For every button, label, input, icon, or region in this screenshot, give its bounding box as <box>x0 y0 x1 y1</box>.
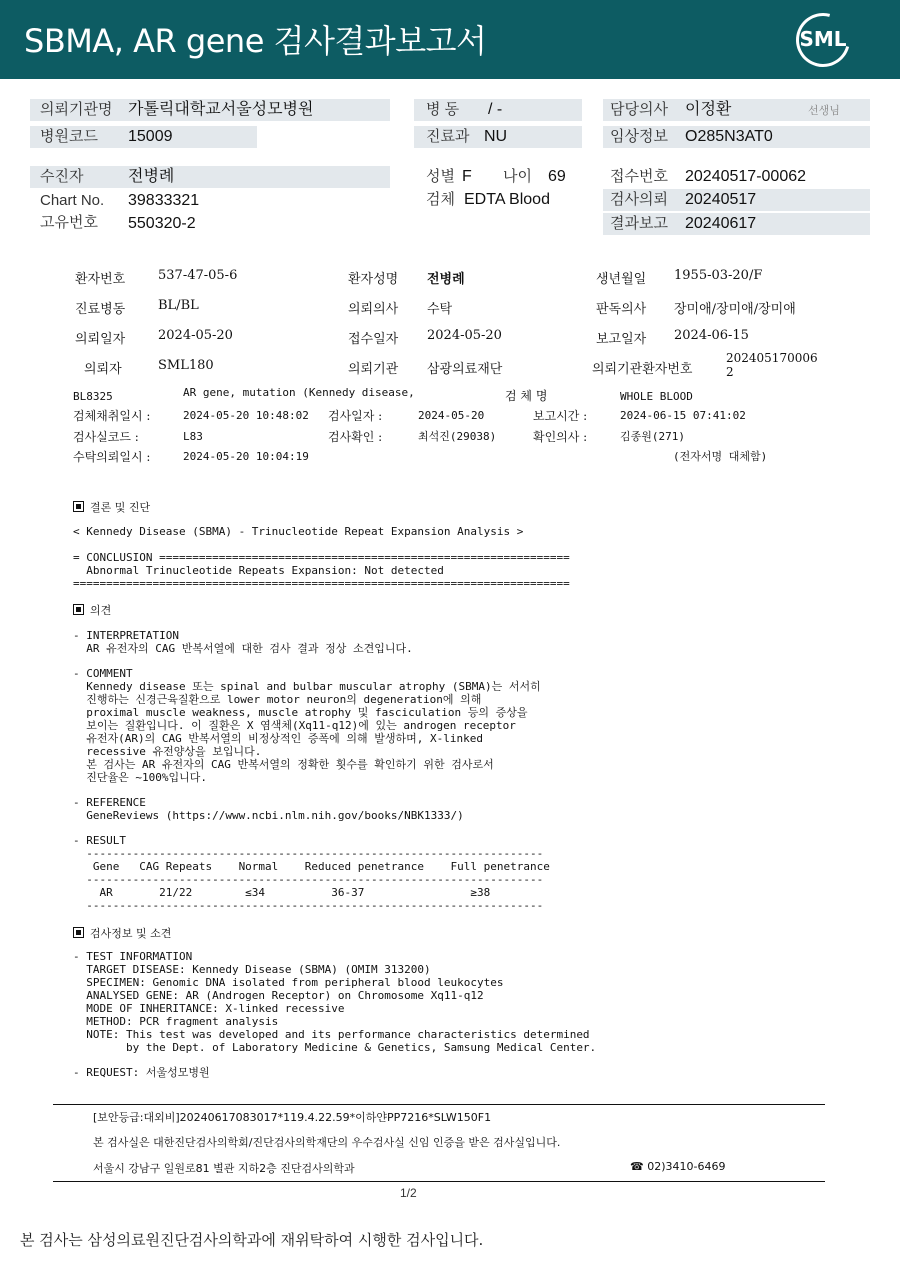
specimen-value: EDTA Blood <box>464 191 550 208</box>
r3-value-1: 2024-05-20 <box>158 328 233 343</box>
interpretation-block: - INTERPRETATION AR 유전자의 CAG 반복서열에 대한 검사 결과 정상 소견입니다. <box>73 629 413 655</box>
report-header <box>0 0 900 79</box>
r2-value-1: BL/BL <box>158 298 199 313</box>
section-square-icon <box>73 604 84 615</box>
inst-label: 의뢰기관명 <box>40 101 113 118</box>
clinical-label: 임상정보 <box>610 128 668 145</box>
page-number: 1/2 <box>400 1186 417 1200</box>
r4-value-2: 삼광의료재단 <box>427 362 503 377</box>
ward-label: 병 동 <box>426 101 460 118</box>
r2-label-3: 판독의사 <box>596 302 647 317</box>
collect-value: 2024-05-20 10:48:02 <box>183 409 309 422</box>
consign-label: 수탁의뢰일시 : <box>73 450 151 464</box>
exam-label: 검사일자 : <box>328 409 383 423</box>
uid-value: 550320-2 <box>128 215 196 232</box>
chart-value: 39833321 <box>128 192 200 209</box>
req-label: 검사의뢰 <box>610 191 668 208</box>
doctor-value: 이정환 <box>685 101 732 118</box>
section-conclusion-heading <box>73 499 150 515</box>
cert-line: 본 검사실은 대한진단검사의학회/진단검사의학재단의 우수검사실 신임 인증을 받은 검사실입니다. <box>93 1136 561 1149</box>
esign-note: (전자서명 대체함) <box>673 450 768 463</box>
code-value: 15009 <box>128 128 173 145</box>
receipt-value: 20240517-00062 <box>685 168 807 185</box>
reference-block: - REFERENCE GeneReviews (https://www.ncbi.nlm.nih.gov/books/NBK1333/) <box>73 796 464 822</box>
test-code: BL8325 <box>73 390 113 403</box>
r4-label-1: 의뢰자 <box>84 362 122 377</box>
ward-value: / - <box>488 101 503 118</box>
req-value: 20240517 <box>685 191 757 208</box>
security-line: [보안등급:대외비]20240617083017*119.4.22.59*이하얀PP7216*SLW150F1 <box>93 1111 492 1124</box>
analysis-title: < Kennedy Disease (SBMA) - Trinucleotide Repeat Expansion Analysis > <box>73 525 524 538</box>
chart-label: Chart No. <box>40 192 105 209</box>
address-line: 서울시 강남구 일원로81 별관 지하2층 진단검사의학과 <box>93 1162 355 1175</box>
r1-label-2: 환자성명 <box>348 272 399 287</box>
report-time-label: 보고시간 : <box>533 409 588 423</box>
comment-block: - COMMENT Kennedy disease 또는 spinal and bulbar muscular atrophy (SBMA)는 서서히 진행하는 신경근육질환으로 lower motor neuron의 degeneration에 의해 proximal muscle weakness, muscle atrophy 및 fasciculation 등의 증상을 보이는 질환입니다. 이 질환은 X 염색체(Xq11-q12)에 있는 androgen receptor 유전자(AR)의 CAG 반복서열의 비정상적인 증폭에 의해 발생하며, X-linked recessive 유전양상을 보입니다. 본 검사는 AR 유전자의 CAG 반복서열의 정확한 횟수를 확인하기 위한 검사로서 진단율은 ~100%입니다. <box>73 667 541 784</box>
report-time-value: 2024-06-15 07:41:02 <box>620 409 746 422</box>
specimen-name-value: WHOLE BLOOD <box>620 390 693 403</box>
section-opinion-heading <box>73 602 111 618</box>
r3-label-3: 보고일자 <box>596 332 647 347</box>
r2-value-2: 수탁 <box>427 302 453 317</box>
r4-value-3b: 2 <box>726 365 734 379</box>
sml-logo <box>796 13 850 67</box>
r3-label-2: 접수일자 <box>348 332 399 347</box>
result-label: 결과보고 <box>610 215 668 232</box>
receipt-label: 접수번호 <box>610 168 668 185</box>
dept-value: NU <box>484 128 508 145</box>
r3-value-3: 2024-06-15 <box>674 328 749 343</box>
patient-label: 수진자 <box>40 168 84 185</box>
r3-label-1: 의뢰일자 <box>75 332 126 347</box>
section-square-icon <box>73 927 84 938</box>
r1-label-3: 생년월일 <box>596 272 647 287</box>
patient-value: 전병례 <box>128 168 175 185</box>
bottom-note: 본 검사는 삼성의료원진단검사의학과에 재위탁하여 시행한 검사입니다. <box>20 1231 484 1249</box>
footer-bottom-rule <box>53 1181 825 1182</box>
confirm-value: 최석진(29038) <box>418 430 497 443</box>
r2-value-3: 장미애/장미애/장미애 <box>674 302 796 317</box>
conclusion-block: = CONCLUSION ============================================================== Abnormal Trinucleotide Repeats Expansion: Not detected =========================================================================== <box>73 551 570 590</box>
r4-value-1: SML180 <box>158 358 214 373</box>
test-name: AR gene, mutation (Kennedy disease, <box>183 386 415 399</box>
result-block: - RESULT --------------------------------------------------------------------- Gene CAG Repeats Normal Reduced penetrance Full penetrance --------------------------------------------------------------------- AR 21/22 ≤34 36-37 ≥38 --------------------------------------------------------------------- <box>73 834 550 912</box>
r1-value-3: 1955-03-20/F <box>674 268 763 283</box>
section-conclusion-title: 결론 및 진단 <box>90 501 151 514</box>
logo-text: SML <box>799 27 847 51</box>
r1-value-2: 전병례 <box>427 272 465 287</box>
result-value: 20240617 <box>685 215 757 232</box>
room-label: 검사실코드 : <box>73 430 139 444</box>
bar-patient <box>30 166 390 188</box>
r4-label-2: 의뢰기관 <box>348 362 399 377</box>
room-value: L83 <box>183 430 203 443</box>
verify-label: 확인의사 : <box>533 430 588 444</box>
doctor-label: 담당의사 <box>610 101 668 118</box>
exam-value: 2024-05-20 <box>418 409 485 422</box>
verify-value: 김종원(271) <box>620 430 685 443</box>
r2-label-1: 진료병동 <box>75 302 126 317</box>
report-title: SBMA, AR gene 검사결과보고서 <box>24 22 487 60</box>
phone-line: ☎ 02)3410-6469 <box>630 1160 726 1173</box>
code-label: 병원코드 <box>40 128 98 145</box>
confirm-label: 검사확인 : <box>328 430 383 444</box>
r2-label-2: 의뢰의사 <box>348 302 399 317</box>
clinical-value: O285N3AT0 <box>685 128 773 145</box>
age-label: 나이 <box>503 168 532 185</box>
collect-label: 검체채취일시 : <box>73 409 151 423</box>
dept-label: 진료과 <box>426 128 470 145</box>
r1-value-1: 537-47-05-6 <box>158 268 238 283</box>
r4-label-3: 의뢰기관환자번호 <box>592 362 693 377</box>
section-testinfo-title: 검사정보 및 소견 <box>90 927 172 940</box>
specimen-name-label: 검 체 명 <box>505 389 548 403</box>
doctor-suffix: 선생님 <box>808 105 840 117</box>
sex-value: F <box>462 168 472 185</box>
consign-value: 2024-05-20 10:04:19 <box>183 450 309 463</box>
specimen-label: 검체 <box>426 191 455 208</box>
uid-label: 고유번호 <box>40 214 98 231</box>
section-opinion-title: 의견 <box>90 604 112 617</box>
section-testinfo-heading <box>73 925 171 941</box>
age-value: 69 <box>548 168 566 185</box>
r1-label-1: 환자번호 <box>75 272 126 287</box>
test-info-block: - TEST INFORMATION TARGET DISEASE: Kennedy Disease (SBMA) (OMIM 313200) SPECIMEN: Genomic DNA isolated from peripheral blood leukocytes ANALYSED GENE: AR (Androgen Receptor) on Chromosome Xq11-q12 MODE OF INHERITANCE: X-linked recessive METHOD: PCR fragment analysis NOTE: This test was developed and its performance characteristics determined by the Dept. of Laboratory Medicine & Genetics, Samsung Medical Center. <box>73 950 597 1054</box>
inst-value: 가톨릭대학교서울성모병원 <box>128 101 314 118</box>
section-square-icon <box>73 501 84 512</box>
footer-top-rule <box>53 1104 825 1105</box>
sex-label: 성별 <box>426 168 455 185</box>
request-block: - REQUEST: 서울성모병원 <box>73 1066 210 1079</box>
r3-value-2: 2024-05-20 <box>427 328 502 343</box>
r4-value-3: 202405170006 <box>726 351 818 365</box>
